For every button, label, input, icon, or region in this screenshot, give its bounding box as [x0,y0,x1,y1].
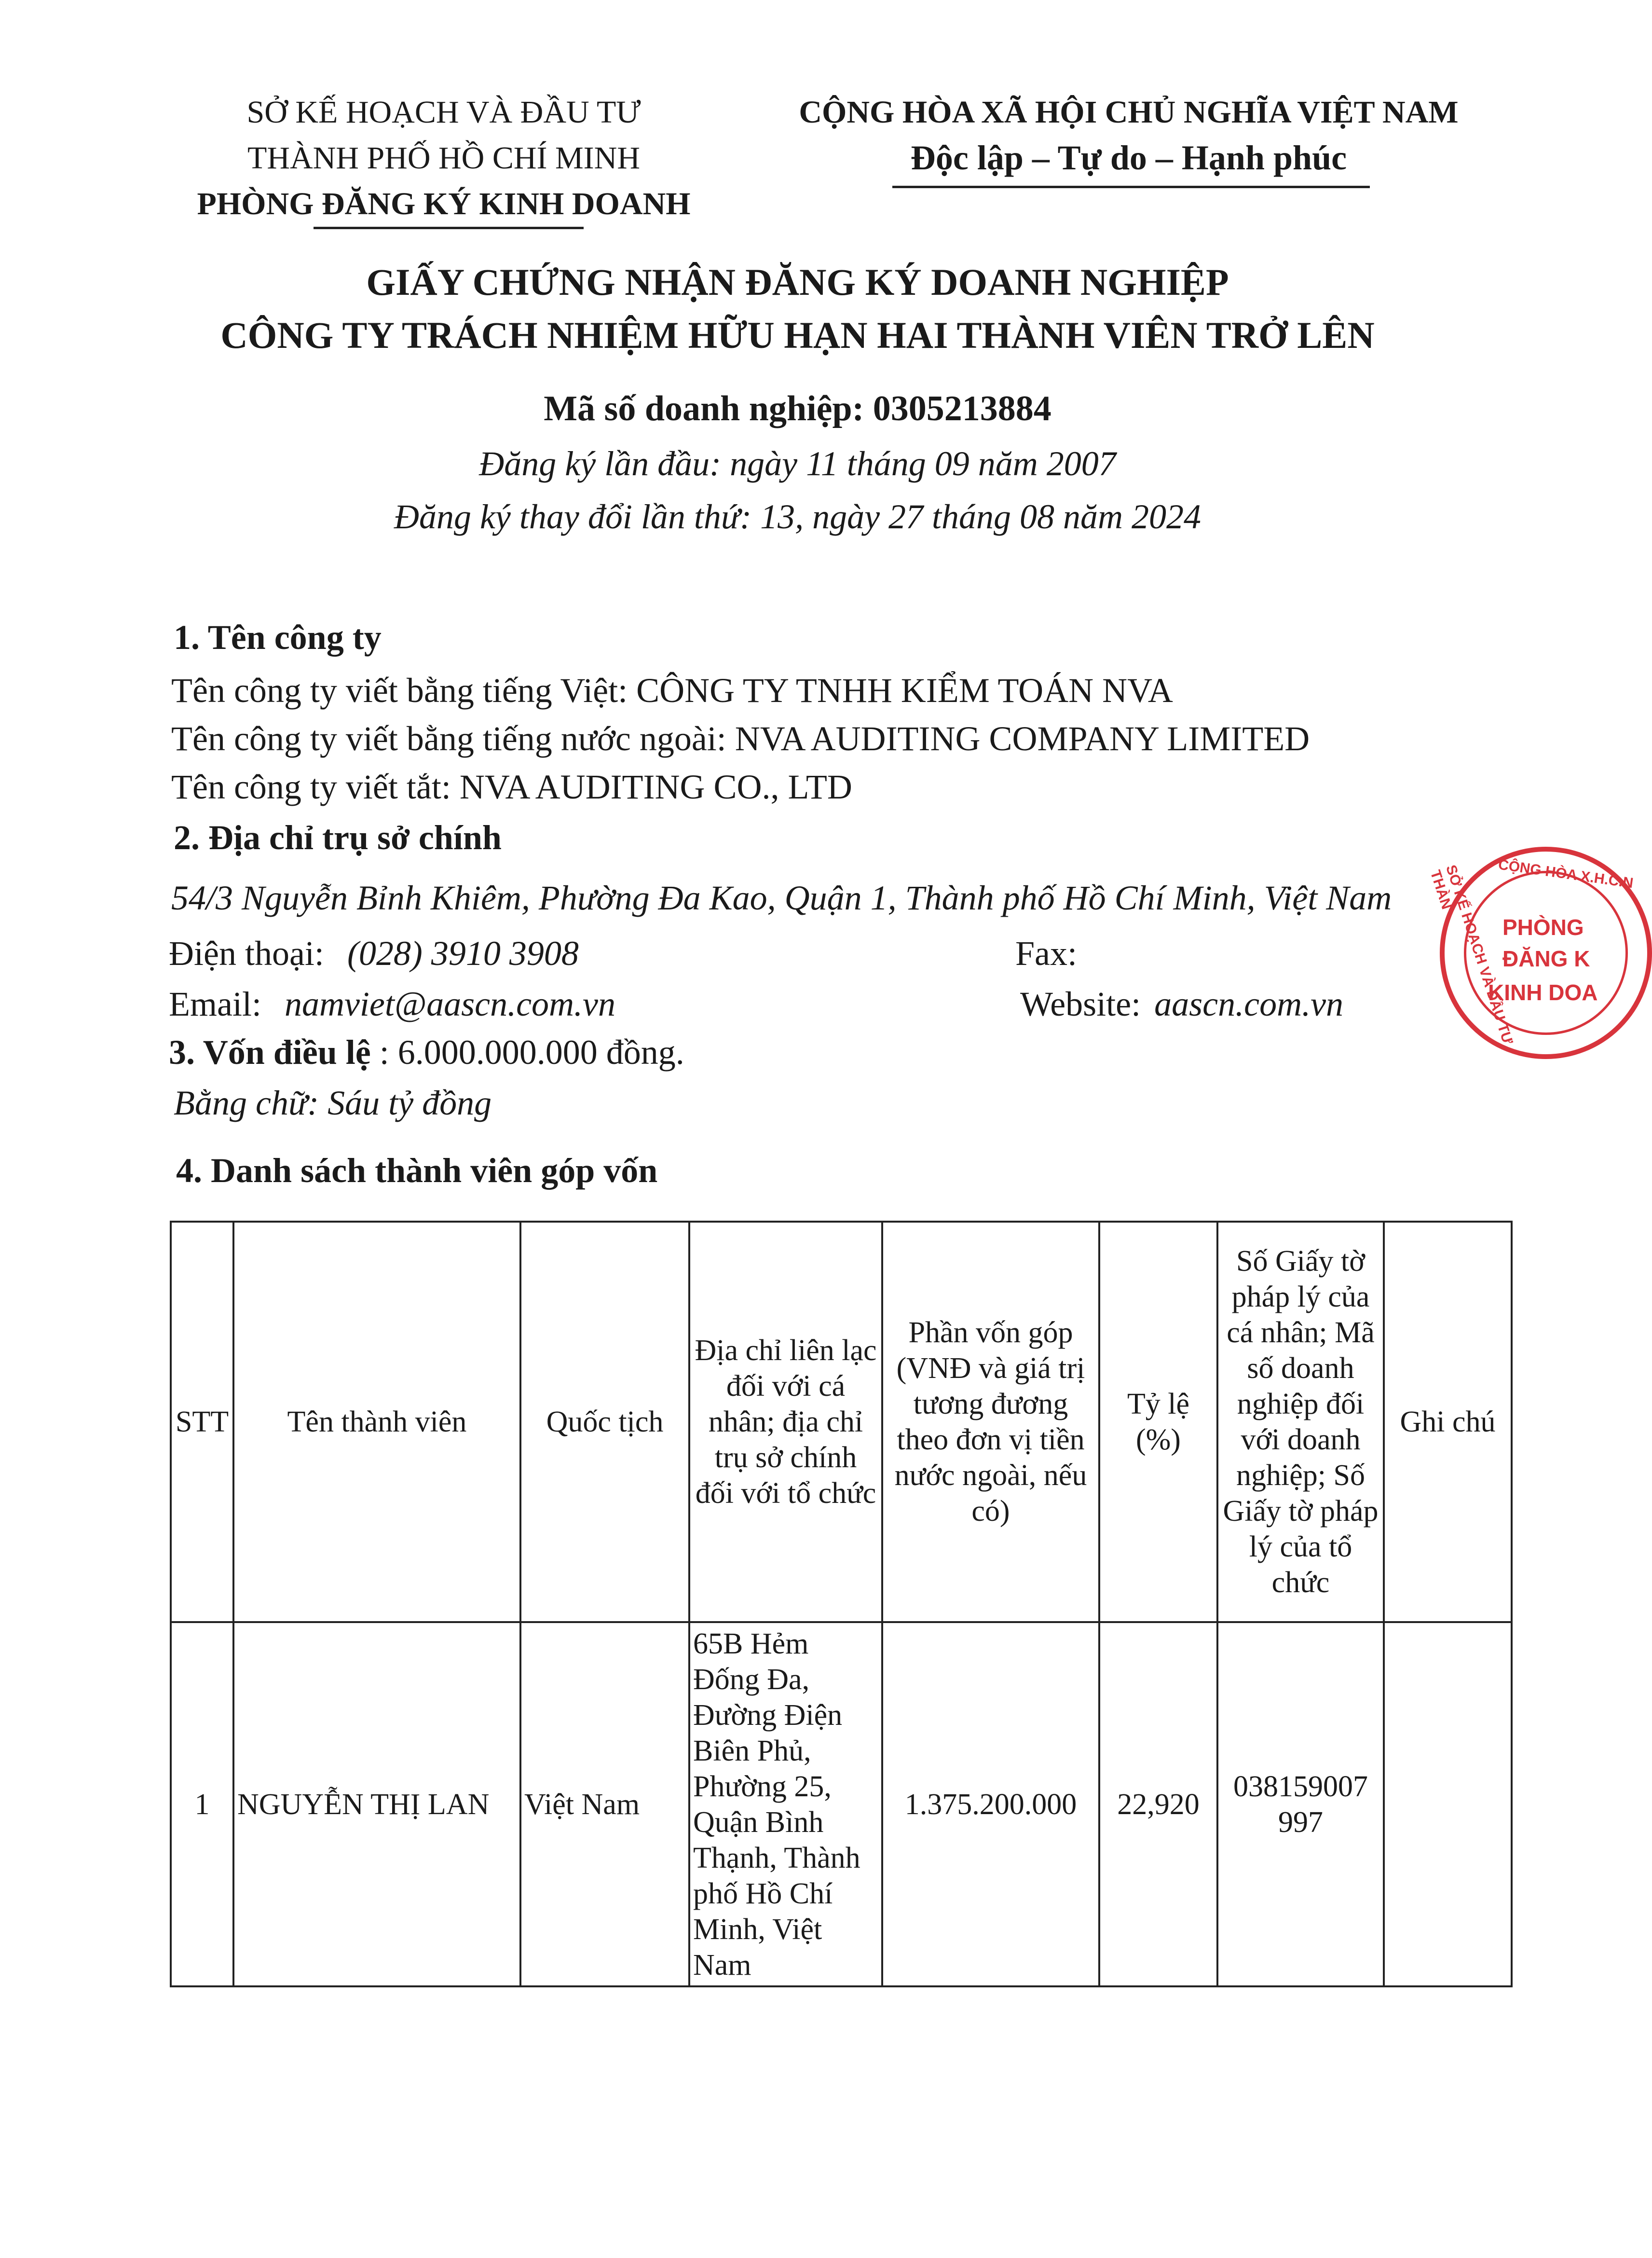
issuer-block [145,89,743,227]
section-2-heading: 2. Địa chỉ trụ sở chính [174,818,502,857]
fax-label: Fax: [1015,934,1078,973]
issuer-line-2: THÀNH PHỐ HỒ CHÍ MINH [247,140,640,176]
email-label: Email: [169,985,261,1023]
cell-address: 65B Hẻm Đống Đa, Đường Điện Biên Phủ, Phường 25, Quận Bình Thạnh, Thành phố Hồ Chí Minh, Việt Nam [689,1622,882,1986]
col-nationality: Quốc tịch [520,1222,689,1622]
stamp-ring-top: CỘNG HÒA X.H.C.N [1497,856,1635,892]
charter-capital-value: : 6.000.000.000 đồng. [370,1033,684,1072]
stamp-ring-side: SỞ KẾ HOẠCH VÀ ĐẦU TƯ THÀN [1427,863,1516,1046]
website-label: Website: [1020,985,1141,1023]
company-name-vn: Tên công ty viết bằng tiếng Việt: CÔNG TY TNHH KIỂM TOÁN NVA [171,671,1173,710]
cell-nationality: Việt Nam [520,1622,689,1986]
email-value: namviet@aascn.com.vn [284,985,615,1023]
cell-capital: 1.375.200.000 [882,1622,1099,1986]
stamp-line-2: ĐĂNG K [1502,946,1590,971]
national-motto-block [762,89,1495,181]
cell-note [1384,1622,1512,1986]
table-header-row [171,1222,1512,1622]
stamp-line-1: PHÒNG [1502,915,1584,940]
section-1-heading: 1. Tên công ty [174,618,382,657]
cell-member-name: NGUYỄN THỊ LAN [233,1622,520,1986]
charter-capital-row [169,1033,684,1073]
national-motto: Độc lập – Tự do – Hạnh phúc [910,138,1347,177]
members-table [170,1221,1513,1987]
col-member-name: Tên thành viên [233,1222,520,1622]
issuer-underline [314,227,584,229]
website-value: aascn.com.vn [1154,985,1344,1023]
company-name-foreign: Tên công ty viết bằng tiếng nước ngoài: NVA AUDITING COMPANY LIMITED [171,719,1310,758]
cell-legal-id: 038159007 997 [1217,1622,1384,1986]
motto-underline [892,186,1370,188]
tax-code: Mã số doanh nghiệp: 0305213884 [544,389,1051,428]
phone-label: Điện thoại: [169,934,324,973]
first-registration: Đăng ký lần đầu: ngày 11 tháng 09 năm 2007 [479,444,1116,483]
phone-row [169,934,579,974]
charter-capital-words: Bằng chữ: Sáu tỷ đồng [174,1084,492,1122]
section-3-heading: 3. Vốn điều lệ [169,1033,371,1072]
issuer-line-3: PHÒNG ĐĂNG KÝ KINH DOANH [197,186,691,221]
document-title: GIẤY CHỨNG NHẬN ĐĂNG KÝ DOANH NGHIỆP [366,261,1229,303]
section-4-heading: 4. Danh sách thành viên góp vốn [176,1151,658,1190]
document-subtitle: CÔNG TY TRÁCH NHIỆM HỮU HẠN HAI THÀNH VIÊN TRỞ LÊN [220,314,1375,356]
cell-stt: 1 [171,1622,233,1986]
change-registration: Đăng ký thay đổi lần thứ: 13, ngày 27 tháng 08 năm 2024 [394,497,1201,536]
registration-stamp [1427,847,1652,1059]
website-row [1020,984,1343,1024]
col-legal-id: Số Giấy tờ pháp lý của cá nhân; Mã số doanh nghiệp đối với doanh nghiệp; Số Giấy tờ pháp lý của tổ chức [1217,1222,1384,1622]
company-name-short: Tên công ty viết tắt: NVA AUDITING CO., LTD [171,768,852,806]
email-row [169,984,615,1024]
col-capital: Phần vốn góp (VNĐ và giá trị tương đương theo đơn vị tiền nước ngoài, nếu có) [882,1222,1099,1622]
col-stt: STT [171,1222,233,1622]
national-title: CỘNG HÒA XÃ HỘI CHỦ NGHĨA VIỆT NAM [799,95,1459,130]
col-address: Địa chỉ liên lạc đối với cá nhân; địa chỉ trụ sở chính đối với tổ chức [689,1222,882,1622]
head-office-address: 54/3 Nguyễn Bỉnh Khiêm, Phường Đa Kao, Quận 1, Thành phố Hồ Chí Minh, Việt Nam [171,879,1392,917]
col-ratio: Tỷ lệ (%) [1099,1222,1217,1622]
phone-value: (028) 3910 3908 [347,934,579,973]
stamp-line-3: KINH DOA [1488,980,1598,1005]
table-row [171,1622,1512,1986]
cell-ratio: 22,920 [1099,1622,1217,1986]
col-note: Ghi chú [1384,1222,1512,1622]
issuer-line-1: SỞ KẾ HOẠCH VÀ ĐẦU TƯ [246,95,641,130]
